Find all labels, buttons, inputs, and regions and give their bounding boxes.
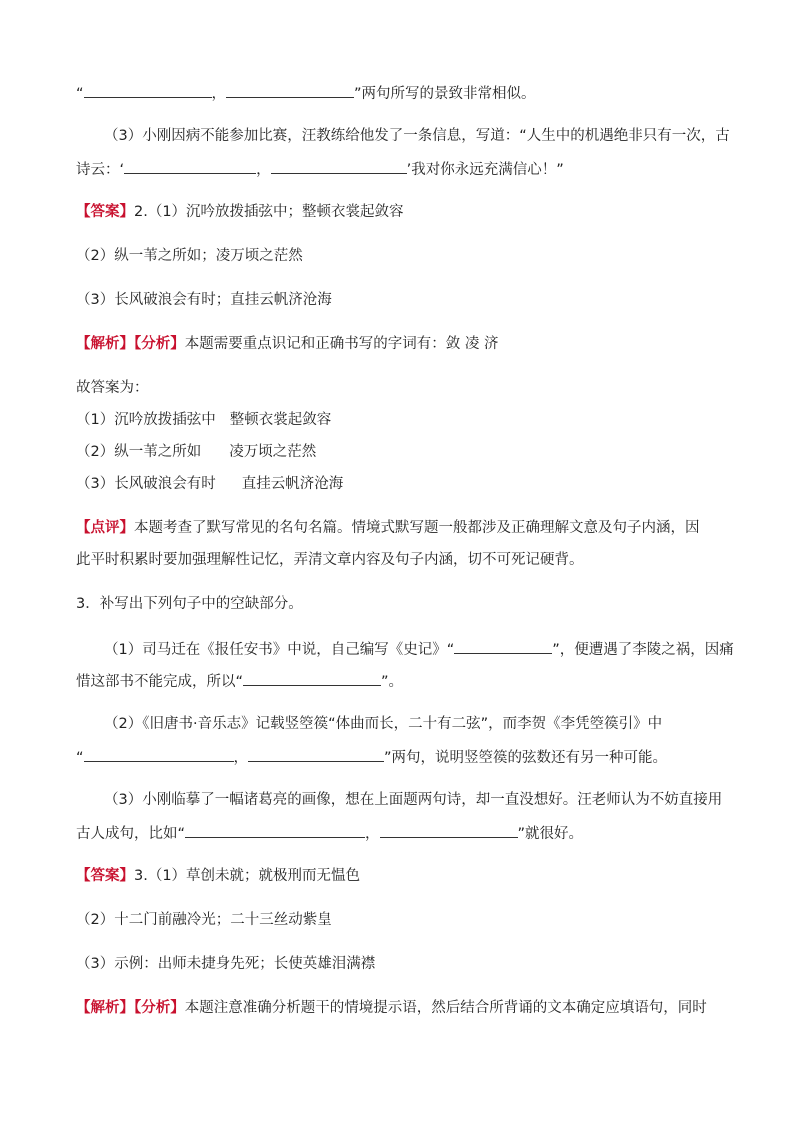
text-segment: ”，便遭遇了李陵之祸，因痛 [552,642,734,658]
text-segment: （3）小刚临摹了一幅诸葛亮的画像，想在上面题两句诗，却一直没想好。汪老师认为不妨直接用 [104,792,723,808]
comment-text [76,550,734,570]
answer-tag: 【答案】 [76,204,134,220]
answer-blank [124,158,256,174]
question-text [104,790,734,810]
text-segment: “ [76,750,84,766]
analysis-line [76,334,734,354]
text-segment: （1）司马迁在《报任安书》中说，自己编写《史记》“ [104,642,455,658]
text-segment: ， [365,826,380,842]
text-segment: 本题考查了默写常见的名句名篇。情境式默写题一般都涉及正确理解文意及句子内涵，因 [134,520,700,536]
text-segment: ”。 [381,674,404,690]
analysis-tag: 【解析】【分析】 [76,1000,185,1016]
question-text [104,126,734,146]
question-text [104,714,734,734]
fill-blank-line [76,82,734,104]
text-segment: ”就很好。 [517,826,584,842]
fill-blank-line [76,746,734,768]
text-segment: “ [76,86,84,102]
answer-blank [84,746,234,762]
answer-blank [248,746,384,762]
text-segment: （3）小刚因病不能参加比赛，汪教练给他发了一条信息，写道：“人生中的机遇绝非只有一次，古 [104,128,730,144]
text-segment: 本题需要重点识记和正确书写的字词有：敛 凌 济 [184,336,499,352]
fill-blank-line [104,638,734,660]
answer-line [76,866,734,886]
text-segment: （2）纵一苇之所如；凌万顷之茫然 [76,248,303,264]
text-segment: （3）长风破浪会有时 [76,476,216,492]
text-segment: 惜这部书不能完成，所以“ [76,674,244,690]
answer-blank [454,638,552,654]
text-segment: ， [211,86,227,102]
text-segment: （3）示例：出师未捷身先死；长使英雄泪满襟 [76,956,376,972]
text-segment: ”两句，说明竖箜篌的弦数还有另一种可能。 [384,750,668,766]
fill-blank-line [76,158,734,180]
text-segment: 凌万顷之茫然 [229,444,317,460]
text-segment: 直挂云帆济沧海 [241,476,344,492]
answer-line [76,202,734,222]
text-segment: 古人成句，比如“ [76,826,186,842]
text-segment: 本题注意准确分析题干的情境提示语，然后结合所背诵的文本确定应填语句，同时 [184,1000,707,1016]
answer-blank [226,82,354,98]
fill-blank-line [76,670,734,692]
text-segment: （2）《旧唐书·音乐志》记载竖箜篌“体曲而长，二十有二弦”，而李贺《李凭箜篌引》中 [104,716,663,732]
analysis-tag: 【解析】【分析】 [76,336,185,352]
answer-list-item [76,410,734,430]
answer-line [76,246,734,266]
comment-tag: 【点评】 [76,520,134,536]
answer-blank [185,822,365,838]
answer-line [76,954,734,974]
analysis-text [76,378,734,398]
answer-line [76,910,734,930]
answer-tag: 【答案】 [76,868,134,884]
answer-list-item [76,474,734,494]
text-segment: （2）纵一苇之所如 [76,444,202,460]
text-segment: ”两句所写的景致非常相似。 [354,86,536,102]
answer-blank [271,158,407,174]
answer-line [76,290,734,310]
answer-list-item [76,442,734,462]
text-segment: ， [233,750,249,766]
text-segment: 2.（1）沉吟放拨插弦中；整顿衣裳起敛容 [134,204,404,220]
answer-blank [84,82,212,98]
question-heading [76,594,734,614]
text-segment: 诗云：‘ [76,162,125,178]
text-segment: 此平时积累时要加强理解性记忆，弄清文章内容及句子内涵，切不可死记硬背。 [76,552,584,568]
text-segment: （3）长风破浪会有时；直挂云帆济沧海 [76,292,332,308]
text-segment: ’我对你永远充满信心！” [406,162,564,178]
text-segment: ， [256,162,271,178]
text-segment: 整顿衣裳起敛容 [229,412,332,428]
text-segment: 3．补写出下列句子中的空缺部分。 [76,596,303,612]
answer-blank [380,822,518,838]
analysis-line [76,998,734,1018]
text-segment: （2）十二门前融冷光；二十三丝动紫皇 [76,912,332,928]
answer-blank [243,670,381,686]
text-segment: （1）沉吟放拨插弦中 [76,412,216,428]
text-segment: 故答案为： [76,380,149,396]
comment-line [76,518,734,538]
fill-blank-line [76,822,734,844]
text-segment: 3.（1）草创未就；就极刑而无愠色 [134,868,361,884]
